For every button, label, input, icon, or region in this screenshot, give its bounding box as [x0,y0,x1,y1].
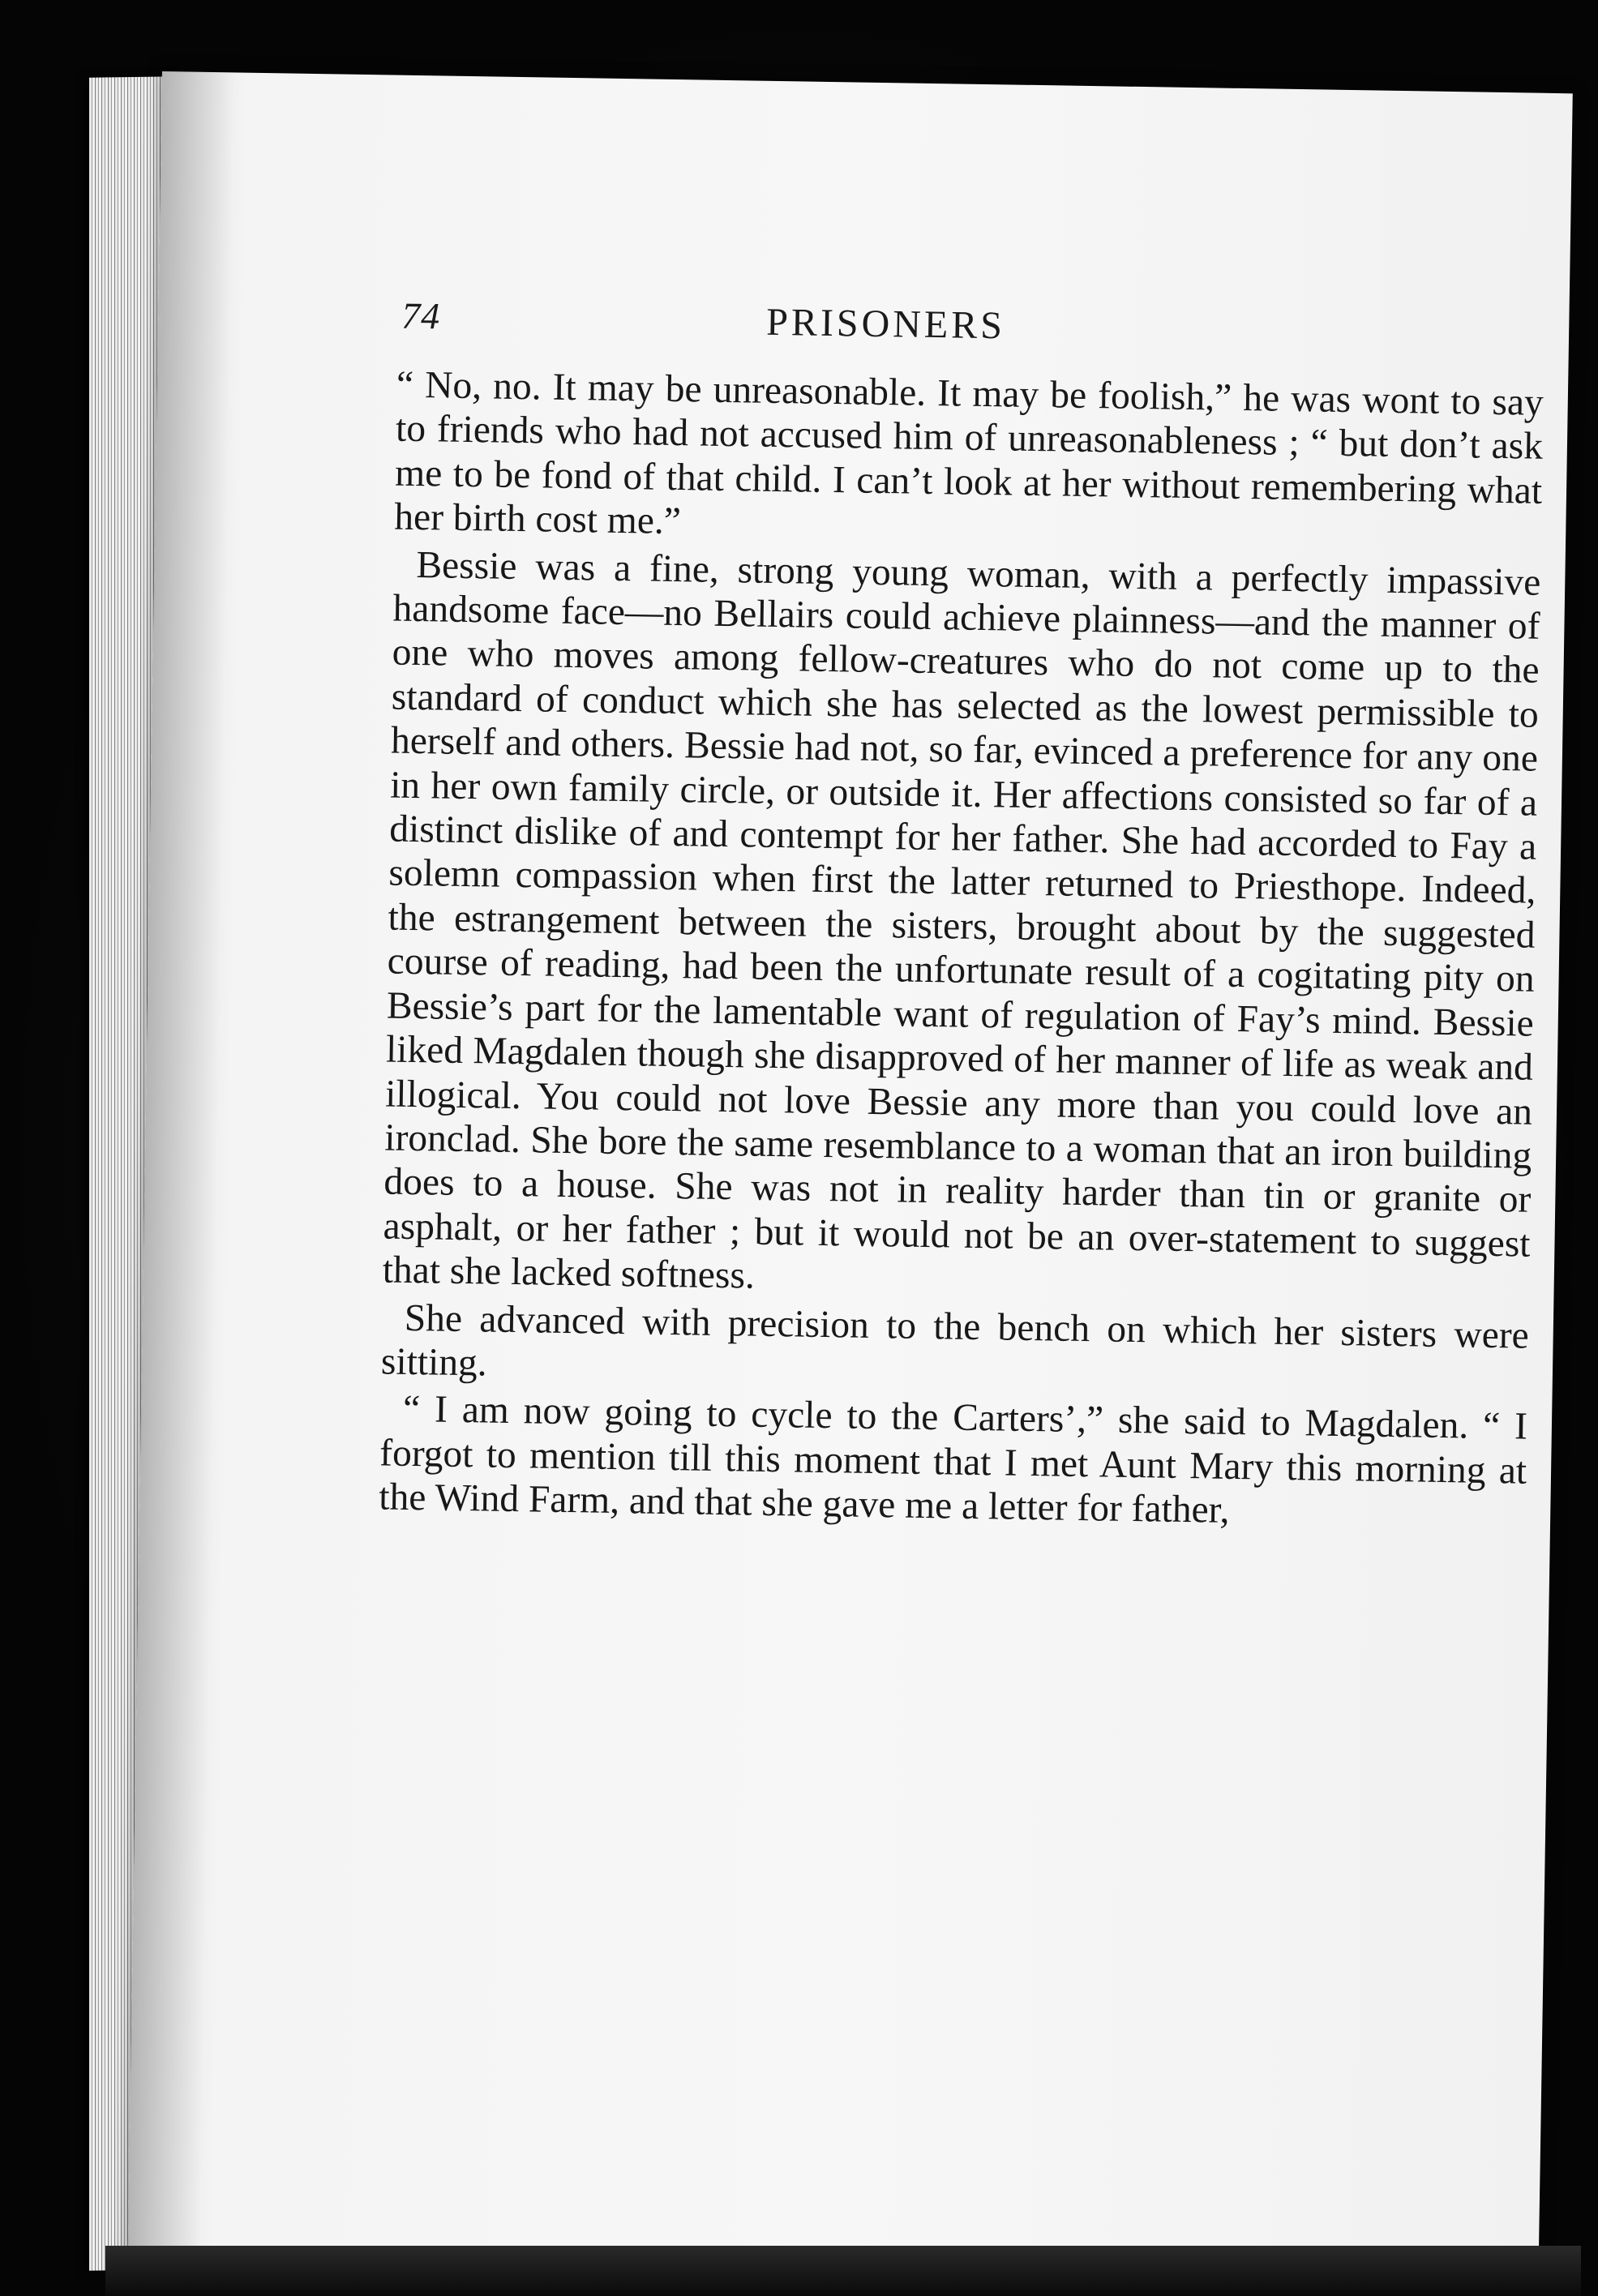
page-number: 74 [401,294,441,337]
book-page [128,71,1573,2282]
paragraph: “ No, no. It may be unreasonable. It may be foolish,” he was wont to say to friends who had not accused him of unreasonableness ; “ but don’t ask me to be fond of that child. I can’t look at her without remembering what her birth cost me.” [393,363,1544,543]
page-bottom-shadow [105,2246,1581,2296]
paragraph: “ I am now going to cycle to the Carters’,” she said to Magdalen. “ I forgot to mention till this moment that I met Aunt Mary this morning at the Wind Farm, and that she gave me a letter for father, [379,1388,1528,1532]
paragraph: She advanced with precision to the bench on which her sisters were sitting. [380,1296,1530,1385]
body-text [379,363,1544,1538]
paragraph: Bessie was a fine, strong young woman, with a perfectly impassive handsome face—no Bellairs could achieve plainness—and the manner of one who moves among fellow-creatures who do not come up to the standard of conduct which she has selected as the lowest permissible to herself and others. Bessie had not, so far, evinced a preference for any one in her own family circle, or outside it. Her affections consisted so far of a distinct dislike of and contempt for her father. She had accorded to Fay a solemn compassion when first the latter returned to Priesthope. Indeed, the estrangement between the sisters, brought about by the suggested course of reading, had been the unfortunate result of a cogitating pity on Bessie’s part for the lamentable want of regulation of Fay’s mind. Bessie liked Magdalen though she disapproved of her manner of life as weak and illogical. You could not love Bessie any more than you could love an ironclad. She bore the same resemblance to a woman that an iron building does to a house. She was not in reality harder than tin or granite or asphalt, or her father ; but it would not be an over-statement to suggest that she lacked softness. [382,543,1541,1297]
page-header [401,294,1537,369]
running-head: PRISONERS [765,300,1006,348]
